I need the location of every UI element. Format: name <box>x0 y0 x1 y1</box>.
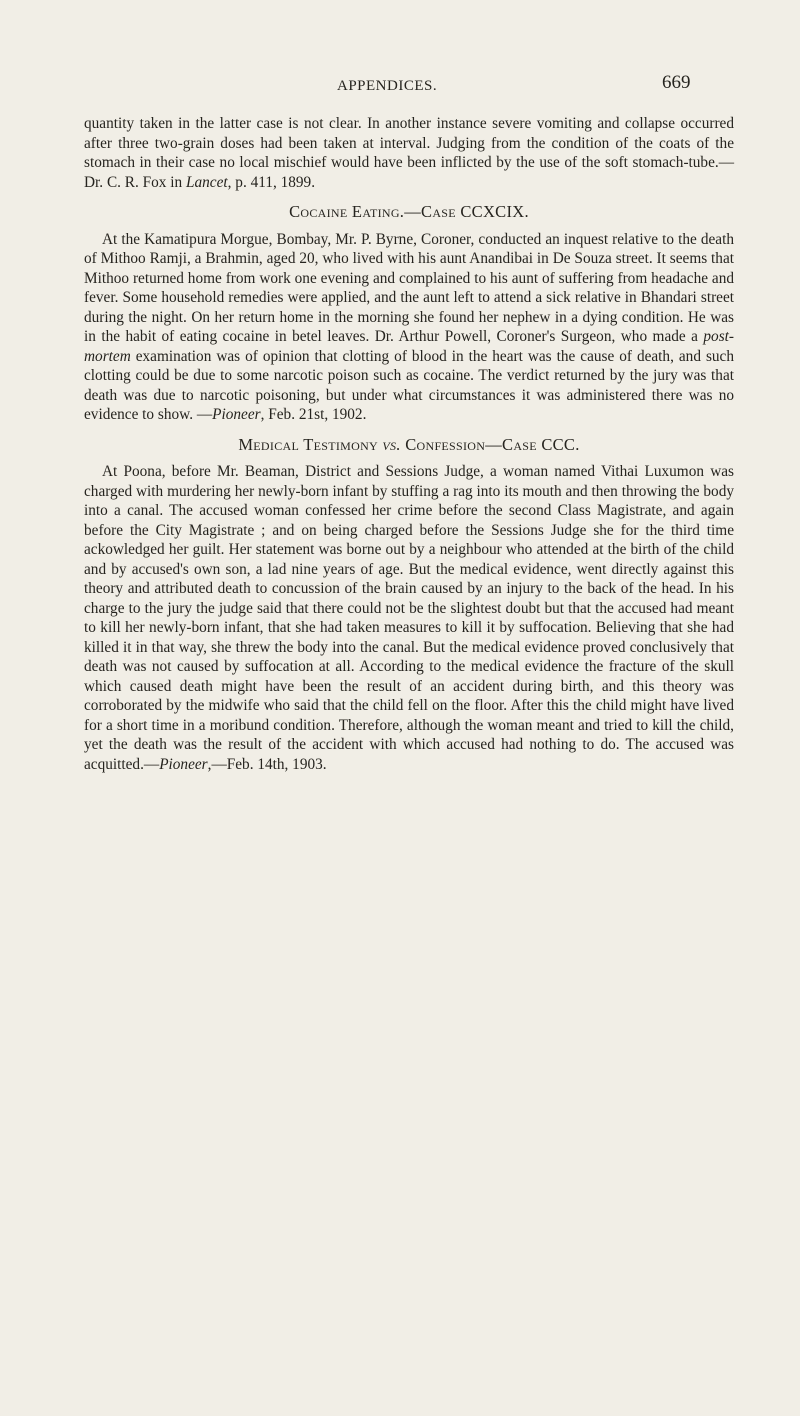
heading-versus: vs. <box>382 434 401 454</box>
citation-ref: , Feb. 21st, 1902. <box>260 406 367 423</box>
paragraph-text: At Poona, before Mr. Beaman, District and Sessions Judge, a woman named Vithai Luxumon was charged with murdering her newly-born infant by stuffing a rag into its mouth and then throwing the body into a canal. The accused woman confessed her crime before the second Class Magistrate, and again before the City Magistrate ; and on being charged before the Sessions Judge she for the third time ackowledged her guilt. Her statement was borne out by a neighbour who attended at the birth of the child and by accused's own son, a lad nine years of age. But the medical evidence, went directly against this theory and attributed death to concussion of the brain caused by an injury to the back of the head. In his charge to the jury the judge said that there could not be the slightest doubt but that the accused had meant to kill her newly-born infant, that she had taken measures to kill it by suffocation. Believing that she had killed it in that way, she threw the body into the canal. But the medical evidence proved conclusively that death was not caused by suffocation at all. According to the medical evidence the fracture of the skull which caused death might have been the result of an accident during birth, and this theory was corroborated by the midwife who said that the child fell on the floor. After this the child might have lived for a short time in a moribund condition. Therefore, although the woman meant and tried to kill the child, yet the death was the result of the accident with which accused had nothing to do. The accused was acquitted.— <box>84 463 734 773</box>
page-number: 669 <box>662 72 691 93</box>
citation-ref: , p. 411, 1899. <box>227 173 316 191</box>
case-ccc-paragraph <box>84 462 734 774</box>
paragraph-text: quantity taken in the latter case is not clear. In another instance severe vomiting and collapse occurred after three two-grain doses had been taken at interval. Judging from the condition of the coats of the stomach in their case no local mischief would have been inflicted by the use of the soft stomach-tube.—Dr. C. R. Fox in <box>84 115 734 191</box>
source-citation: Pioneer <box>159 755 208 773</box>
page-header <box>0 66 800 96</box>
source-citation: Lancet <box>186 173 228 191</box>
paragraph-text: At the Kamatipura Morgue, Bombay, Mr. P. Byrne, Coroner, conducted an inquest relative to the death of Mithoo Ramji, a Brahmin, aged 20, who lived with his aunt Anandibai in De Souza street. It seems that Mithoo returned home from work one evening and complained to his aunt of suffering from headache and fever. Some household remedies were applied, and the aunt left to attend a sick relative in Bhandari street during the night. On her return home in the morning she found her nephew in a dying condition. He was in the habit of eating cocaine in betel leaves. Dr. Arthur Powell, Coroner's Surgeon, who made a <box>84 230 734 345</box>
heading-part: Medical Testimony <box>238 434 383 454</box>
case-heading-ccc <box>84 435 734 455</box>
source-citation: Pioneer <box>212 406 261 423</box>
case-ccxcix-paragraph <box>84 230 734 425</box>
continued-paragraph <box>84 114 734 192</box>
citation-ref: ,—Feb. 14th, 1903. <box>207 755 327 773</box>
paragraph-text: examination was of opinion that clotting of blood in the heart was the cause of death, and such clotting could be due to some narcotic poison such as cocaine. The verdict returned by the jury was that death was due to narcotic poisoning, but under what circumstances it was administered there was no evidence to show. — <box>84 347 734 423</box>
heading-part: Confession—Case CCC. <box>400 434 580 454</box>
case-heading-ccxcix: Cocaine Eating.—Case CCXCIX. <box>289 202 529 221</box>
running-head: APPENDICES. <box>337 78 438 94</box>
body-text <box>84 114 734 774</box>
italic-term: post-mortem <box>84 328 734 365</box>
